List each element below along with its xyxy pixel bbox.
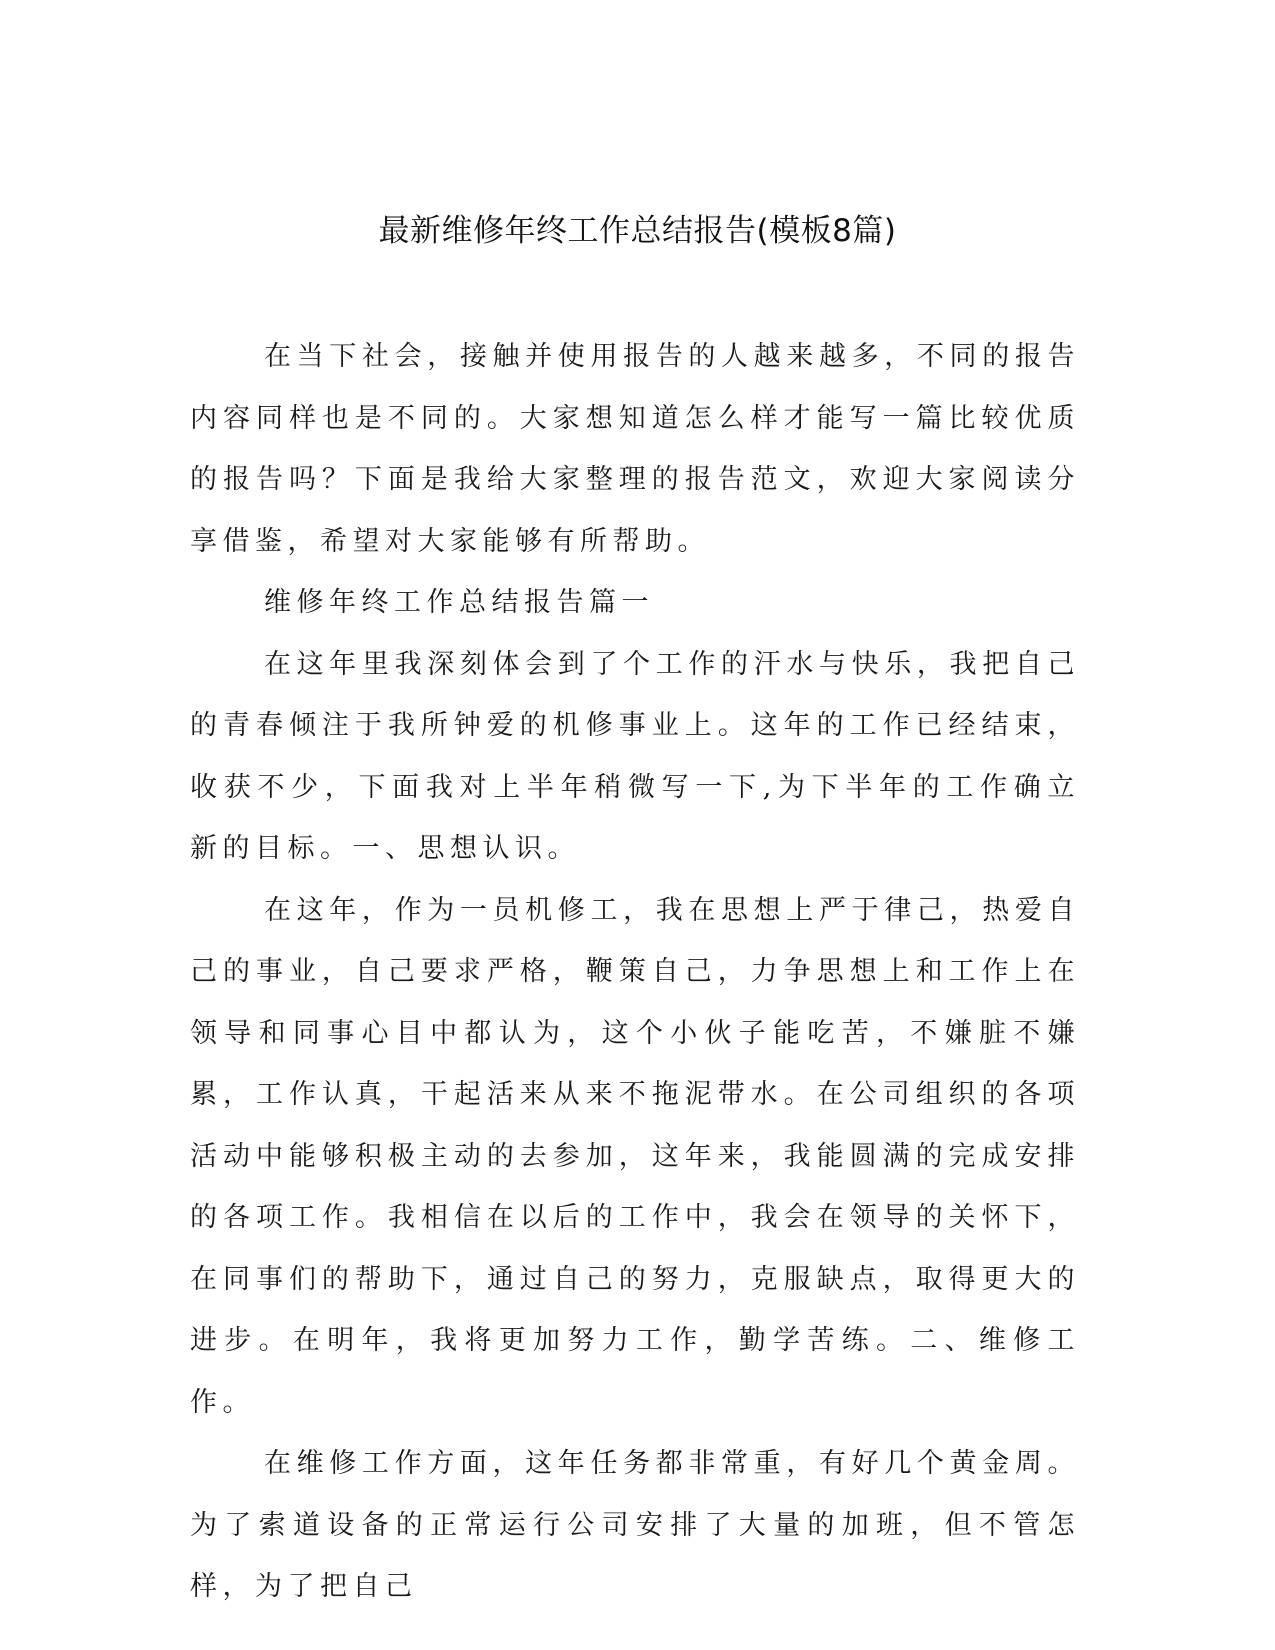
document-title: 最新维修年终工作总结报告(模板8篇) xyxy=(378,213,897,249)
paragraph: 在维修工作方面，这年任务都非常重，有好几个黄金周。为了索道设备的正常运行公司安排了大量的加班，但不管怎样，为了把自己 xyxy=(190,1448,1080,1602)
document-body xyxy=(190,326,1080,1618)
section-heading: 维修年终工作总结报告篇一 xyxy=(264,587,654,618)
paragraph: 在这年里我深刻体会到了个工作的汗水与快乐，我把自己的青春倾注于我所钟爱的机修事业上。这年的工作已经结束，收获不少，下面我对上半年稍微写一下,为下半年的工作确立新的目标。一、思想认识。 xyxy=(190,648,1080,864)
paragraph: 在这年，作为一员机修工，我在思想上严于律己，热爱自己的事业，自己要求严格，鞭策自己，力争思想上和工作上在领导和同事心目中都认为，这个小伙子能吃苦，不嫌脏不嫌累，工作认真，干起活来从来不拖泥带水。在公司组织的各项活动中能够积极主动的去参加，这年来，我能圆满的完成安排的各项工作。我相信在以后的工作中，我会在领导的关怀下，在同事们的帮助下，通过自己的努力，克服缺点，取得更大的进步。在明年，我将更加努力工作，勤学苦练。二、维修工作。 xyxy=(190,894,1080,1418)
paragraph-intro: 在当下社会，接触并使用报告的人越来越多，不同的报告内容同样也是不同的。大家想知道怎么样才能写一篇比较优质的报告吗？下面是我给大家整理的报告范文，欢迎大家阅读分享借鉴，希望对大家能够有所帮助。 xyxy=(190,341,1080,557)
